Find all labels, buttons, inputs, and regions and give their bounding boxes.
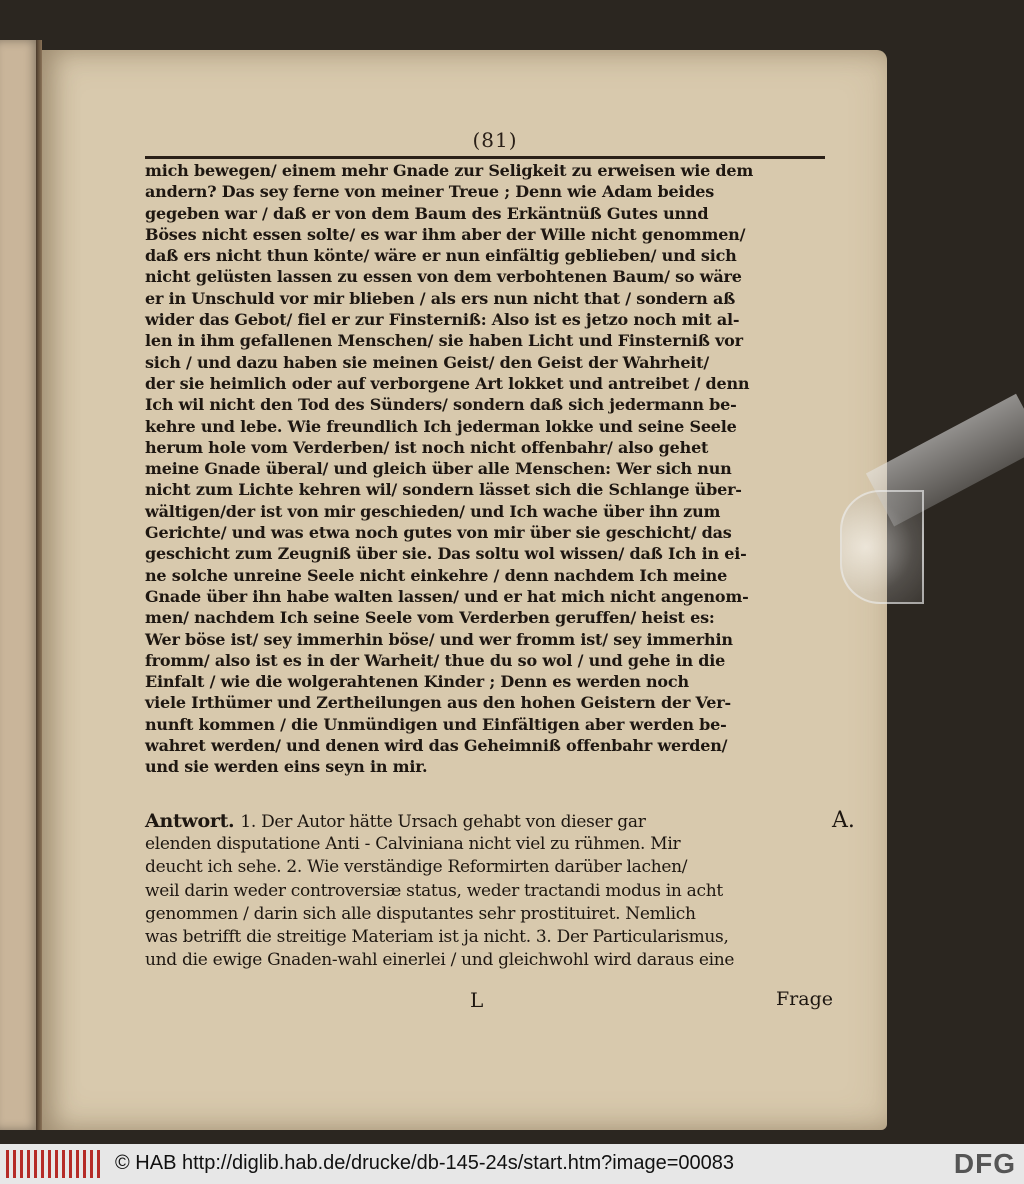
- answer-lead: Antwort.: [145, 810, 235, 832]
- text-line: len in ihm gefallenen Menschen/ sie haben Licht und Finsterniß vor: [145, 331, 743, 351]
- footer-bar: [0, 1144, 1024, 1184]
- text-line: wältigen/der ist von mir geschieden/ und Ich wache über ihn zum: [145, 501, 721, 521]
- text-line: ne solche unreine Seele nicht einkehre / denn nachdem Ich meine: [145, 565, 728, 585]
- text-line: fromm/ also ist es in der Warheit/ thue du so wol / und gehe in die: [145, 650, 726, 670]
- dfg-logo: DFG: [953, 1148, 1016, 1179]
- answer-text: [145, 810, 835, 972]
- answer-line: was betrifft die streitige Materiam ist ja nicht. 3. Der Particularismus,: [145, 926, 729, 947]
- text-line: der sie heimlich oder auf verborgene Art lokket und antreibet / denn: [145, 373, 750, 393]
- text-line: sich / und dazu haben sie meinen Geist/ den Geist der Wahrheit/: [145, 352, 710, 372]
- text-line: daß ers nicht thun könte/ wäre er nun einfältig geblieben/ und sich: [145, 246, 737, 266]
- text-line: meine Gnade überal/ und gleich über alle Menschen: Wer sich nun: [145, 459, 732, 479]
- text-line: andern? Das sey ferne von meiner Treue ; Denn wie Adam beides: [145, 182, 715, 202]
- text-line: kehre und lebe. Wie freundlich Ich jederman lokke und seine Seele: [145, 416, 737, 436]
- text-line: geschicht zum Zeugniß über sie. Das soltu wol wissen/ daß Ich in ei-: [145, 544, 747, 564]
- previous-page-edge: [0, 40, 40, 1130]
- text-line: herum hole vom Verderben/ ist noch nicht offenbahr/ also gehet: [145, 437, 709, 457]
- catchword: Frage: [776, 988, 833, 1010]
- answer-line: weil darin weder controversiæ status, weder tractandi modus in acht: [145, 880, 723, 901]
- text-line: wider das Gebot/ fiel er zur Finsterniß: Also ist es jetzo noch mit al-: [145, 310, 740, 330]
- answer-line: genommen / darin sich alle disputantes sehr prostituiret. Nemlich: [145, 903, 696, 924]
- text-line: Einfalt / wie die wolgerahtenen Kinder ; Denn es werden noch: [145, 672, 689, 692]
- hab-logo-icon: [6, 1150, 102, 1178]
- answer-line: elenden disputatione Anti - Calviniana nicht viel zu rühmen. Mir: [145, 834, 681, 855]
- text-line: er in Unschuld vor mir blieben / als ers nun nicht that / sondern aß: [145, 288, 736, 308]
- text-line: nicht gelüsten lassen zu essen von dem verbohtenen Baum/ so wäre: [145, 267, 742, 287]
- answer-line: deucht ich sehe. 2. Wie verständige Reformirten darüber lachen/: [145, 857, 688, 878]
- answer-line-text: 1. Der Autor hätte Ursach gehabt von dieser gar: [240, 812, 646, 832]
- answer-line: und die ewige Gnaden-wahl einerlei / und gleichwohl wird daraus eine: [145, 950, 735, 971]
- text-line: wahret werden/ und denen wird das Geheimniß offenbahr werden/: [145, 736, 728, 756]
- text-line: und sie werden eins seyn in mir.: [145, 757, 428, 777]
- copyright-link[interactable]: © HAB http://diglib.hab.de/drucke/db-145-24s/start.htm?image=00083: [115, 1152, 734, 1174]
- text-line: viele Irthümer und Zertheilungen aus den hohen Geistern der Ver-: [145, 693, 731, 713]
- text-line: Gerichte/ und was etwa noch gutes von mir über sie geschicht/ das: [145, 523, 732, 543]
- text-line: mich bewegen/ einem mehr Gnade zur Seligkeit zu erweisen wie dem: [145, 161, 754, 180]
- text-line: Böses nicht essen solte/ es war ihm aber der Wille nicht genommen/: [145, 224, 746, 244]
- text-line: men/ nachdem Ich seine Seele vom Verderben geruffen/ heist es:: [145, 608, 715, 628]
- answer-line: [145, 810, 835, 833]
- text-line: Gnade über ihn habe walten lassen/ und er hat mich nicht angenom-: [145, 586, 749, 606]
- page-clip: [840, 490, 924, 604]
- text-line: nunft kommen / die Unmündigen und Einfältigen aber werden be-: [145, 714, 727, 734]
- text-line: nicht zum Lichte kehren wil/ sondern lässet sich die Schlange über-: [145, 480, 742, 500]
- signature-mark: L: [470, 988, 484, 1012]
- text-line: Ich wil nicht den Tod des Sünders/ sondern daß sich jedermann be-: [145, 395, 737, 415]
- header-rule: [145, 156, 825, 159]
- text-line: Wer böse ist/ sey immerhin böse/ und wer fromm ist/ sey immerhin: [145, 629, 733, 649]
- body-text: [145, 160, 830, 778]
- page-number: (81): [472, 128, 518, 152]
- text-line: gegeben war / daß er von dem Baum des Erkäntnüß Gutes unnd: [145, 203, 709, 223]
- margin-note: A.: [832, 808, 855, 833]
